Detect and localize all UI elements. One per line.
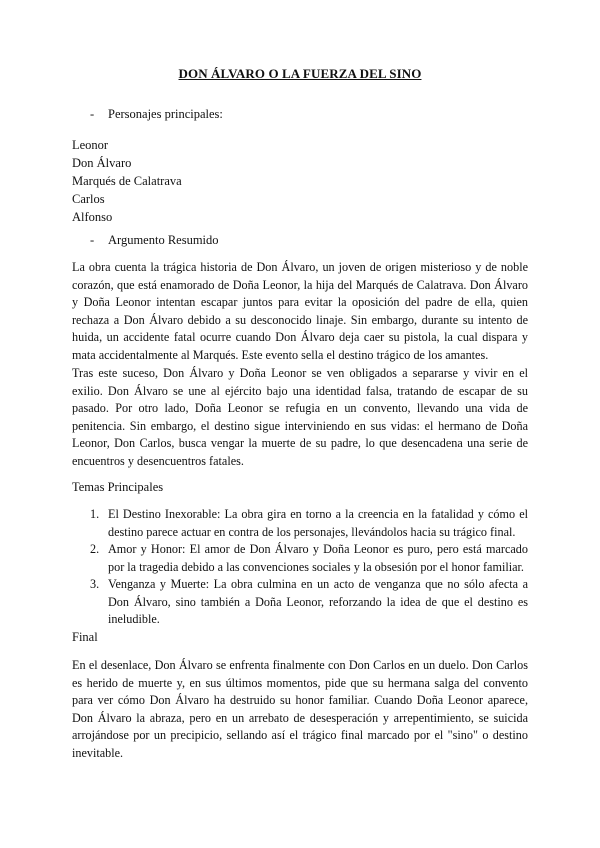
theme-item	[90, 506, 528, 541]
theme-number: 3.	[90, 577, 100, 591]
theme-item	[90, 541, 528, 576]
character-item: Marqués de Calatrava	[72, 174, 182, 188]
theme-item	[90, 576, 528, 629]
bullet-dash: -	[90, 107, 95, 121]
theme-text: El Destino Inexorable: La obra gira en torno a la creencia en la fatalidad y cómo el destino parece actuar en contra de los personajes, llevándolos hacia su trágico final.	[108, 507, 528, 539]
theme-number: 2.	[90, 542, 100, 556]
character-item: Leonor	[72, 138, 109, 152]
summary-paragraph-1: La obra cuenta la trágica historia de Don Álvaro, un joven de origen misterioso y de noble corazón, que está enamorado de Doña Leonor, la hija del Marqués de Calatrava. Don Álvaro y Doña Leonor intentan escapar juntos para evitar la oposición del padre de ella, quien rechaza a Don Álvaro debido a su desconocido linaje. Sin embargo, durante su intento de huida, un accidente fatal ocurre cuando Don Álvaro deja caer su pistola, la cual dispara y mata accidentalmente al Marqués. Este evento sella el destino trágico de los amantes.	[72, 260, 528, 362]
characters-heading	[90, 107, 223, 122]
summary-paragraph-2: Tras este suceso, Don Álvaro y Doña Leonor se ven obligados a separarse y vivir en el exilio. Don Álvaro se une al ejército bajo una identidad falsa, tratando de escapar de su pasado. Por otro lado, Doña Leonor se refugia en un convento, llevando una vida de penitencia. Sin embargo, el destino sigue interviniendo en sus vidas: el hermano de Doña Leonor, Don Carlos, busca vengar la muerte de su padre, lo que desencadena una serie de encuentros y desencuentros fatales.	[72, 366, 528, 468]
themes-heading: Temas Principales	[72, 480, 164, 494]
themes-list	[90, 506, 528, 629]
bullet-dash: -	[90, 233, 95, 247]
final-paragraph: En el desenlace, Don Álvaro se enfrenta finalmente con Don Carlos en un duelo. Don Carlos es herido de muerte y, en sus últimos momentos, pide que su hermana salga del convento para ver cómo Don Álvaro ha destruido su honor familiar. Cuando Doña Leonor aparece, Don Álvaro la abraza, pero en un arrebato de desesperación y arrepentimiento, se suicida arrojándose por un precipicio, sellando así el trágico final marcado por el "sino" o destino inevitable.	[72, 658, 528, 760]
character-item: Carlos	[72, 192, 105, 206]
document-title: DON ÁLVARO O LA FUERZA DEL SINO	[178, 66, 422, 81]
characters-heading-label: Personajes principales:	[108, 107, 223, 121]
summary-heading	[90, 233, 219, 248]
theme-text: Amor y Honor: El amor de Don Álvaro y Doña Leonor es puro, pero está marcado por la tragedia debido a las convenciones sociales y la obsesión por el honor familiar.	[108, 542, 528, 574]
theme-number: 1.	[90, 507, 100, 521]
character-item: Alfonso	[72, 210, 113, 224]
characters-list	[72, 136, 182, 226]
character-item: Don Álvaro	[72, 156, 132, 170]
final-heading: Final	[72, 630, 98, 644]
summary-heading-label: Argumento Resumido	[108, 233, 219, 247]
theme-text: Venganza y Muerte: La obra culmina en un acto de venganza que no sólo afecta a Don Álvaro, sino también a Doña Leonor, reforzando la idea de que el destino es ineludible.	[108, 577, 528, 626]
